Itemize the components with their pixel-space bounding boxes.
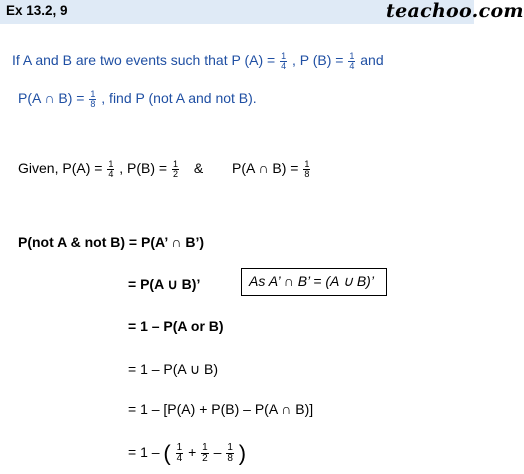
question-text: If A and B are two events such that P (A) = bbox=[12, 52, 276, 69]
step-3: = 1 – P(A or B) bbox=[128, 318, 224, 334]
ampersand: & bbox=[193, 160, 204, 177]
plus-sign: + bbox=[188, 444, 197, 461]
close-paren: ) bbox=[238, 440, 247, 466]
open-paren: ( bbox=[163, 440, 171, 466]
given-line bbox=[18, 160, 203, 179]
given-pab-label: P(A ∩ B) = bbox=[232, 160, 299, 177]
teachoo-logo: teachoo.com bbox=[386, 0, 524, 22]
step6-fraction-2: $\frac{1}{2}$ bbox=[202, 442, 208, 464]
step-4: = 1 – P(A ∪ B) bbox=[128, 361, 219, 377]
step6-fraction-1: $\frac{1}{4}$ bbox=[176, 442, 183, 464]
fraction-pa: $\frac{1}{4}$ bbox=[281, 51, 287, 71]
question-line-2 bbox=[18, 90, 257, 109]
step-1: P(not A & not B) = P(A’ ∩ B’) bbox=[18, 234, 205, 250]
step-6 bbox=[128, 440, 247, 466]
step6-fraction-3: $\frac{1}{8}$ bbox=[227, 442, 233, 464]
question-text: , find P (not A and not B). bbox=[101, 90, 257, 107]
step-2: = P(A ∪ B)’ bbox=[128, 276, 201, 292]
given-label: Given, P(A) = bbox=[18, 160, 103, 177]
step-5: = 1 – [P(A) + P(B) – P(A ∩ B)] bbox=[128, 401, 314, 417]
minus-sign: – bbox=[213, 444, 222, 461]
step-6-prefix: = 1 – bbox=[128, 444, 160, 461]
given-pb-label: , P(B) = bbox=[119, 160, 168, 177]
fraction-pb: $\frac{1}{4}$ bbox=[349, 51, 355, 71]
given-fraction-pb: $\frac{1}{2}$ bbox=[172, 159, 178, 179]
question-line-1 bbox=[12, 52, 384, 71]
question-text: and bbox=[360, 52, 384, 69]
fraction-pab: $\frac{1}{8}$ bbox=[90, 89, 96, 109]
given-pab bbox=[232, 160, 311, 179]
exercise-title: Ex 13.2, 9 bbox=[6, 3, 68, 18]
note-text: As A’ ∩ B’ = (A ∪ B)’ bbox=[249, 273, 374, 289]
given-fraction-pab: $\frac{1}{8}$ bbox=[304, 159, 310, 179]
question-text: , P (B) = bbox=[291, 52, 344, 69]
question-text: P(A ∩ B) = bbox=[18, 90, 85, 107]
given-fraction-pa: $\frac{1}{4}$ bbox=[108, 159, 114, 179]
